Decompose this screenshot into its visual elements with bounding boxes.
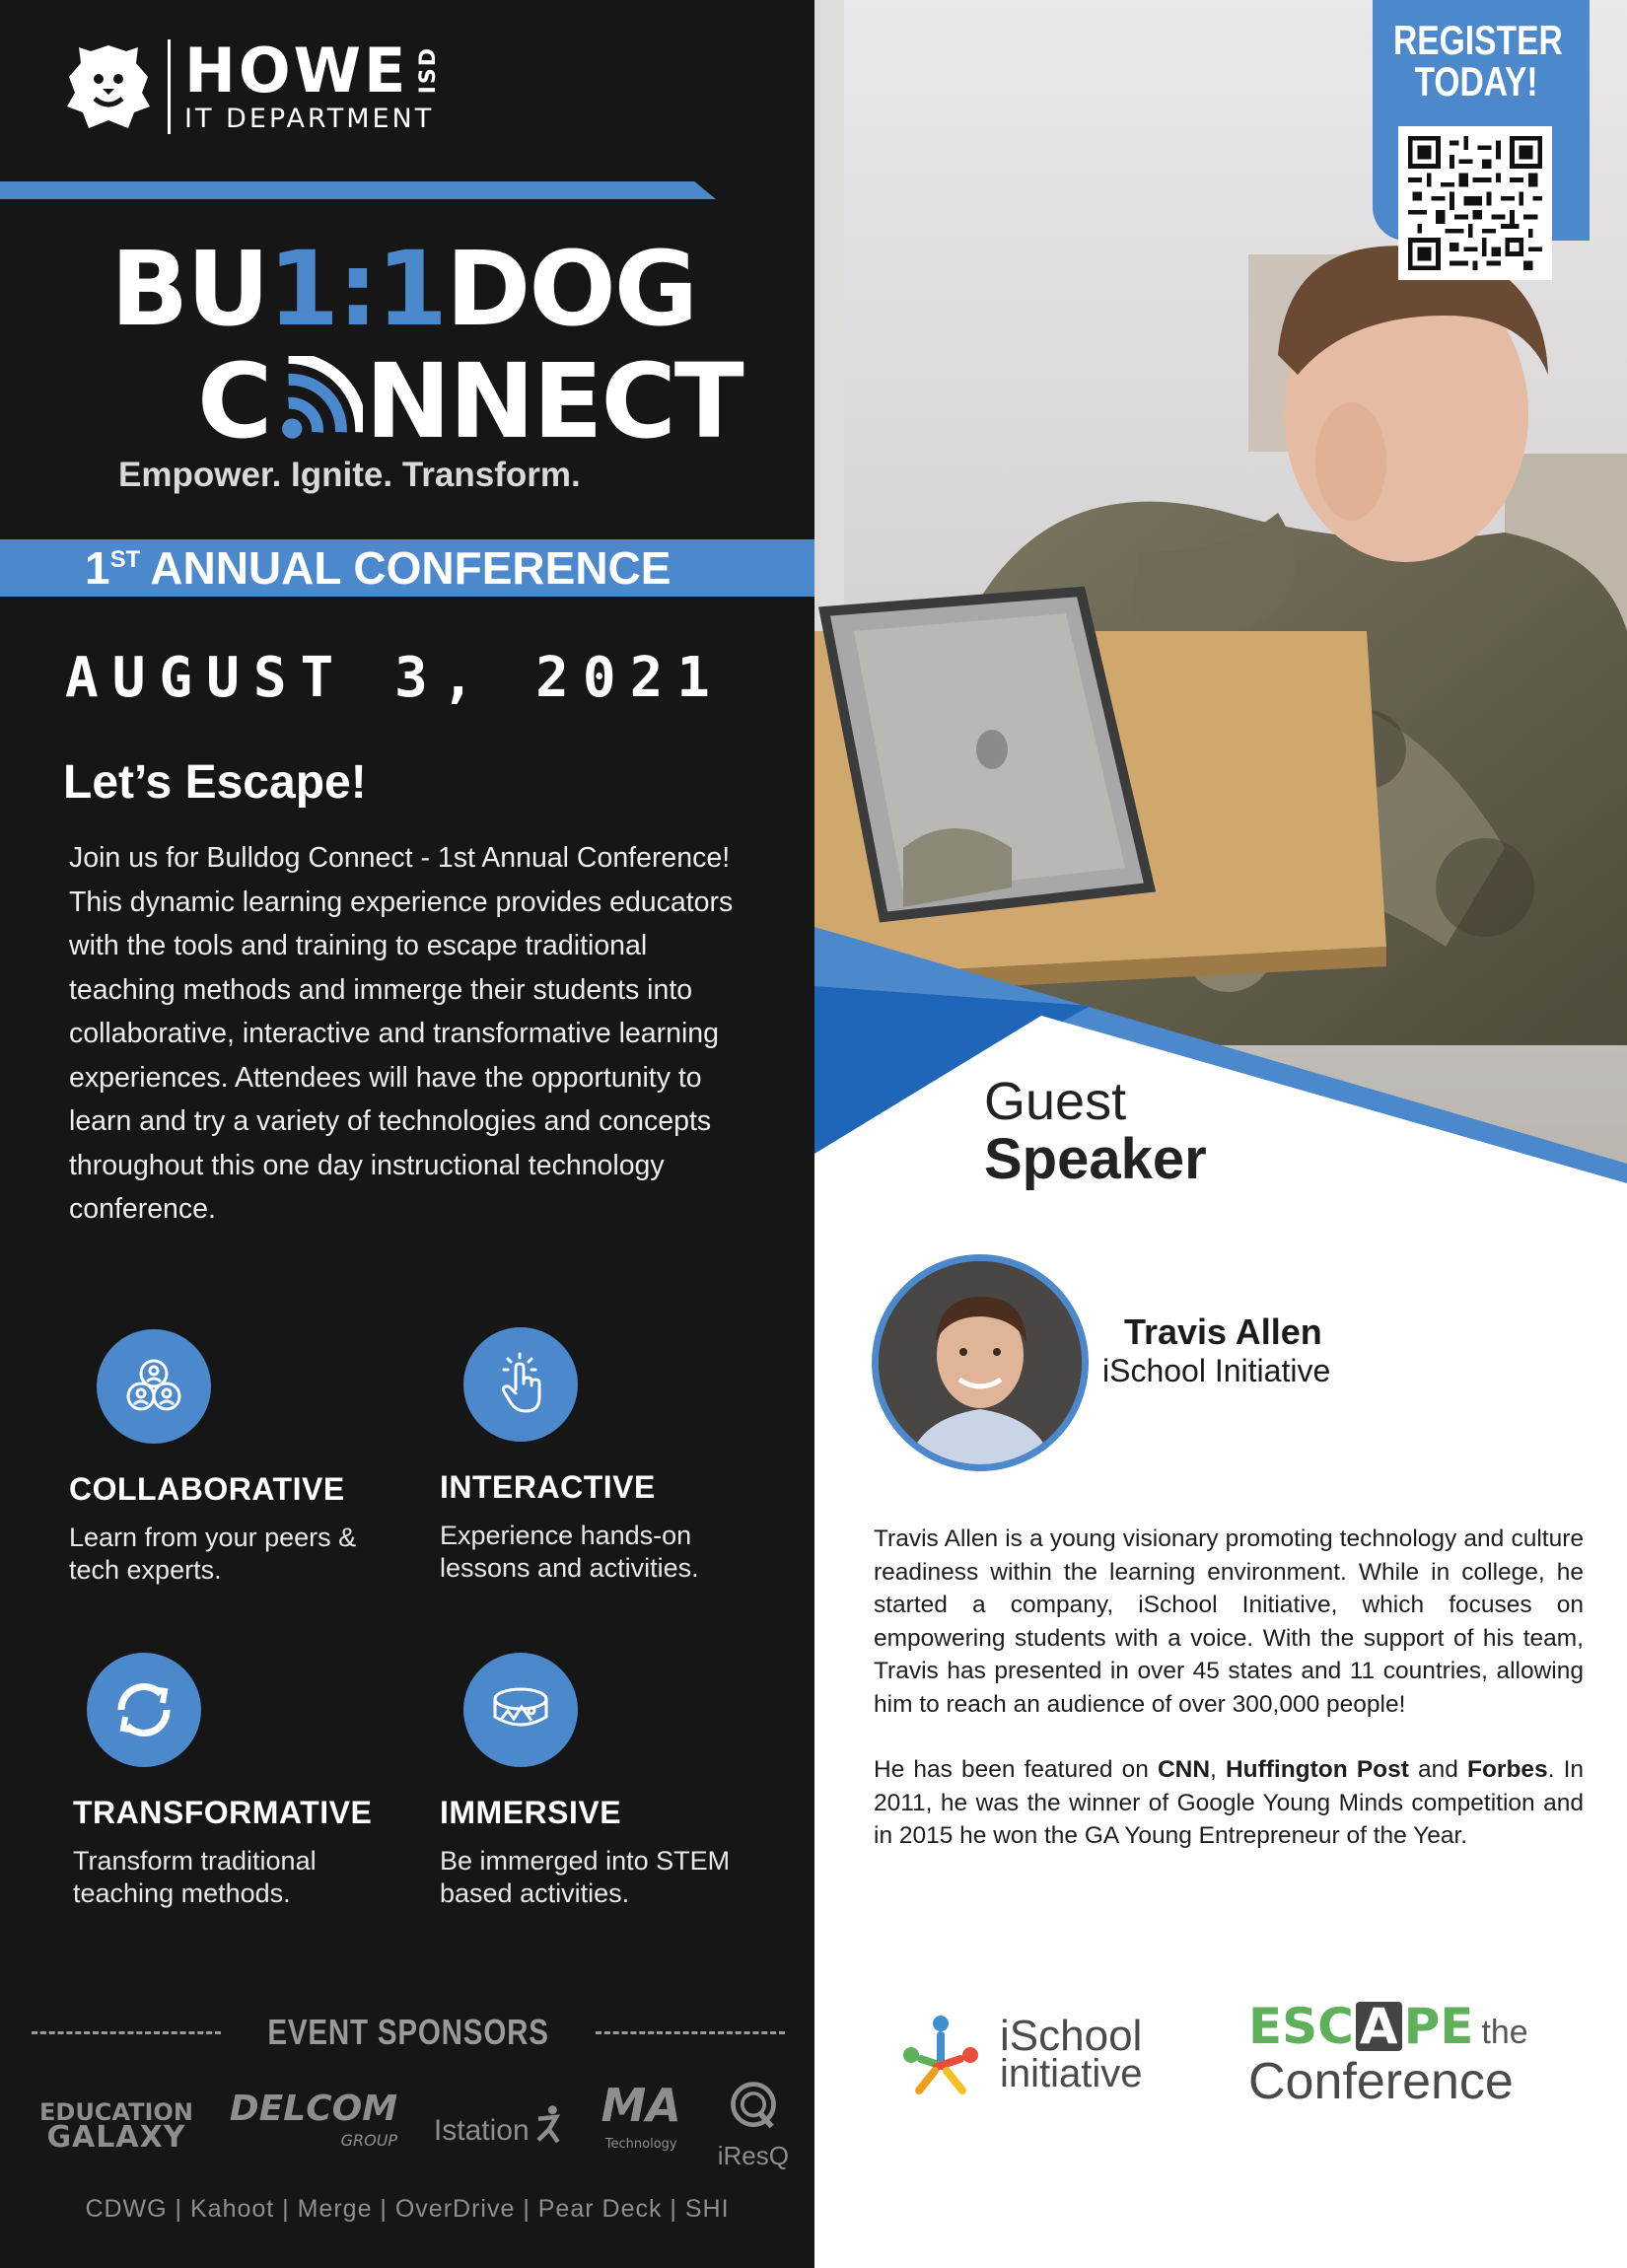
feature-transformative	[73, 1653, 408, 1910]
bulldog-mascot-icon	[59, 37, 158, 136]
sponsor-logos	[39, 2071, 789, 2179]
logo-text: Technology	[604, 2137, 677, 2152]
accent-stripe	[0, 181, 716, 199]
annual-ordinal-suffix: ST	[109, 546, 141, 573]
education-galaxy-logo	[39, 2098, 193, 2155]
event-title-line2	[197, 341, 743, 461]
feature-text: Learn from your peers & tech experts.	[69, 1523, 357, 1585]
feature-icon-circle	[97, 1329, 211, 1444]
title-part: C	[197, 341, 271, 461]
guest-speaker-heading	[984, 1073, 1207, 1189]
feature-icon-circle	[87, 1653, 201, 1767]
tagline: Empower. Ignite. Transform.	[118, 456, 581, 494]
bio-paragraph-2	[874, 1753, 1584, 1853]
escape-logo-box: A	[1356, 2002, 1402, 2051]
speaker-portrait	[879, 1261, 1082, 1464]
delcom-logo	[229, 2089, 398, 2157]
intro-body: Join us for Bulldog Connect - 1st Annual Conference! This dynamic learning experience provides educators with the tools and training to escape traditional teaching methods and immerge their students into collaborative, interactive and transformative learning experiences. Attendees will have the opportunity to learn and try a variety of technologies and concepts throughout this one day instructional technology conference.	[69, 842, 734, 1225]
speaker-org: iSchool Initiative	[1102, 1353, 1331, 1388]
people-group-icon	[119, 1352, 188, 1421]
ma-technology-logo	[601, 2079, 681, 2164]
qr-code-icon	[1408, 136, 1542, 270]
feature-immersive	[440, 1653, 775, 1910]
feature-title: IMMERSIVE	[440, 1795, 622, 1830]
feature-icon-circle	[463, 1653, 578, 1767]
ischool-logo-text: iSchool	[1000, 2012, 1143, 2060]
ischool-logo-subtext: initiative	[1000, 2052, 1143, 2095]
logo-text: iResQ	[717, 2141, 789, 2170]
speaker-avatar	[872, 1254, 1089, 1471]
feature-icon-circle	[463, 1327, 578, 1442]
bio-cnn: CNN	[1157, 1756, 1211, 1783]
speaker-label: Speaker	[984, 1127, 1207, 1191]
event-title-line1	[110, 229, 697, 349]
bio-text: ,	[1210, 1756, 1226, 1783]
immersive-360-icon	[486, 1675, 555, 1744]
title-part: NNECT	[365, 341, 743, 461]
right-panel	[814, 0, 1627, 2268]
title-part: BU	[110, 229, 268, 349]
sponsors-label: EVENT SPONSORS	[267, 2012, 549, 2052]
register-line2: TODAY!	[1414, 58, 1538, 105]
escape-logo-text: ESC	[1248, 1998, 1354, 2055]
logo-text: GROUP	[340, 2131, 398, 2150]
bio-text: He has been featured on	[874, 1756, 1158, 1783]
logo-text: EDUCATION	[39, 2098, 193, 2126]
register-line1: REGISTER	[1393, 17, 1563, 63]
sponsors-heading-row	[32, 2012, 785, 2053]
intro-heading: Let’s Escape!	[63, 756, 367, 809]
escape-the-conference-logo	[1248, 1998, 1528, 2110]
guest-label: Guest	[984, 1072, 1127, 1131]
bio-forbes: Forbes	[1467, 1756, 1548, 1783]
logo-text: Istation	[433, 2114, 530, 2147]
logo-text: DELCOM	[229, 2089, 398, 2129]
org-suffix: ISD	[416, 46, 442, 95]
ischool-figures-icon	[895, 2010, 986, 2100]
sponsor-list: CDWG | Kahoot | Merge | OverDrive | Pear Deck | SHI	[85, 2195, 730, 2223]
touch-hand-icon	[486, 1350, 555, 1419]
registration-qr-code[interactable]	[1398, 126, 1552, 280]
annual-label: ANNUAL CONFERENCE	[150, 542, 672, 594]
event-date: AUGUST 3, 2021	[64, 646, 724, 710]
feature-text: Transform traditional teaching methods.	[73, 1846, 317, 1908]
annual-conference-banner	[0, 539, 814, 597]
feature-text: Be immerged into STEM based activities.	[440, 1846, 731, 1908]
bio-paragraph-1: Travis Allen is a young visionary promoting technology and culture readiness within the learning environment. While in college, he started a company, iSchool Initiative, which focuses on empowering students with a voice. With the support of his team, Travis has presented in over 45 states and 11 countries, allowing him to reach an audience of over 300,000 people!	[874, 1525, 1584, 1718]
escape-logo-the: the	[1481, 2014, 1528, 2051]
speaker-bio	[874, 1523, 1584, 1853]
refresh-arrows-icon	[109, 1675, 178, 1744]
howe-isd-logo	[59, 34, 442, 136]
iresq-q-icon	[724, 2079, 783, 2134]
speaker-name: Travis Allen	[1124, 1311, 1322, 1352]
wifi-o-icon	[272, 356, 363, 447]
bio-text: . In 2011, he was the winner of Google Young Minds competition and in 2015 he won the GA Young Entrepreneur of the Year.	[874, 1756, 1585, 1849]
title-accent: 1:1	[267, 229, 447, 349]
escape-logo-conference: Conference	[1248, 2053, 1514, 2110]
logo-divider	[168, 39, 171, 134]
feature-interactive	[440, 1327, 775, 1585]
bio-text: and	[1408, 1756, 1467, 1783]
logo-text: MA	[601, 2079, 681, 2132]
annual-ordinal: 1	[85, 542, 110, 594]
dashed-divider	[596, 2031, 785, 2034]
iresq-logo	[718, 2079, 789, 2171]
escape-logo-text: PE	[1403, 1998, 1474, 2055]
logo-text: GALAXY	[46, 2120, 186, 2155]
department-label: IT DEPARTMENT	[184, 103, 435, 134]
feature-title: COLLABORATIVE	[69, 1471, 345, 1507]
bio-huffington: Huffington Post	[1225, 1756, 1409, 1783]
ischool-initiative-logo	[895, 2010, 1143, 2100]
istation-logo	[434, 2102, 565, 2148]
feature-text: Experience hands-on lessons and activities.	[440, 1521, 699, 1583]
runner-figure-icon	[530, 2102, 565, 2148]
feature-title: TRANSFORMATIVE	[73, 1795, 373, 1830]
feature-title: INTERACTIVE	[440, 1469, 656, 1505]
dashed-divider	[32, 2031, 221, 2034]
org-name: HOWE	[184, 34, 409, 106]
feature-collaborative	[69, 1329, 404, 1587]
title-part: DOG	[446, 229, 697, 349]
